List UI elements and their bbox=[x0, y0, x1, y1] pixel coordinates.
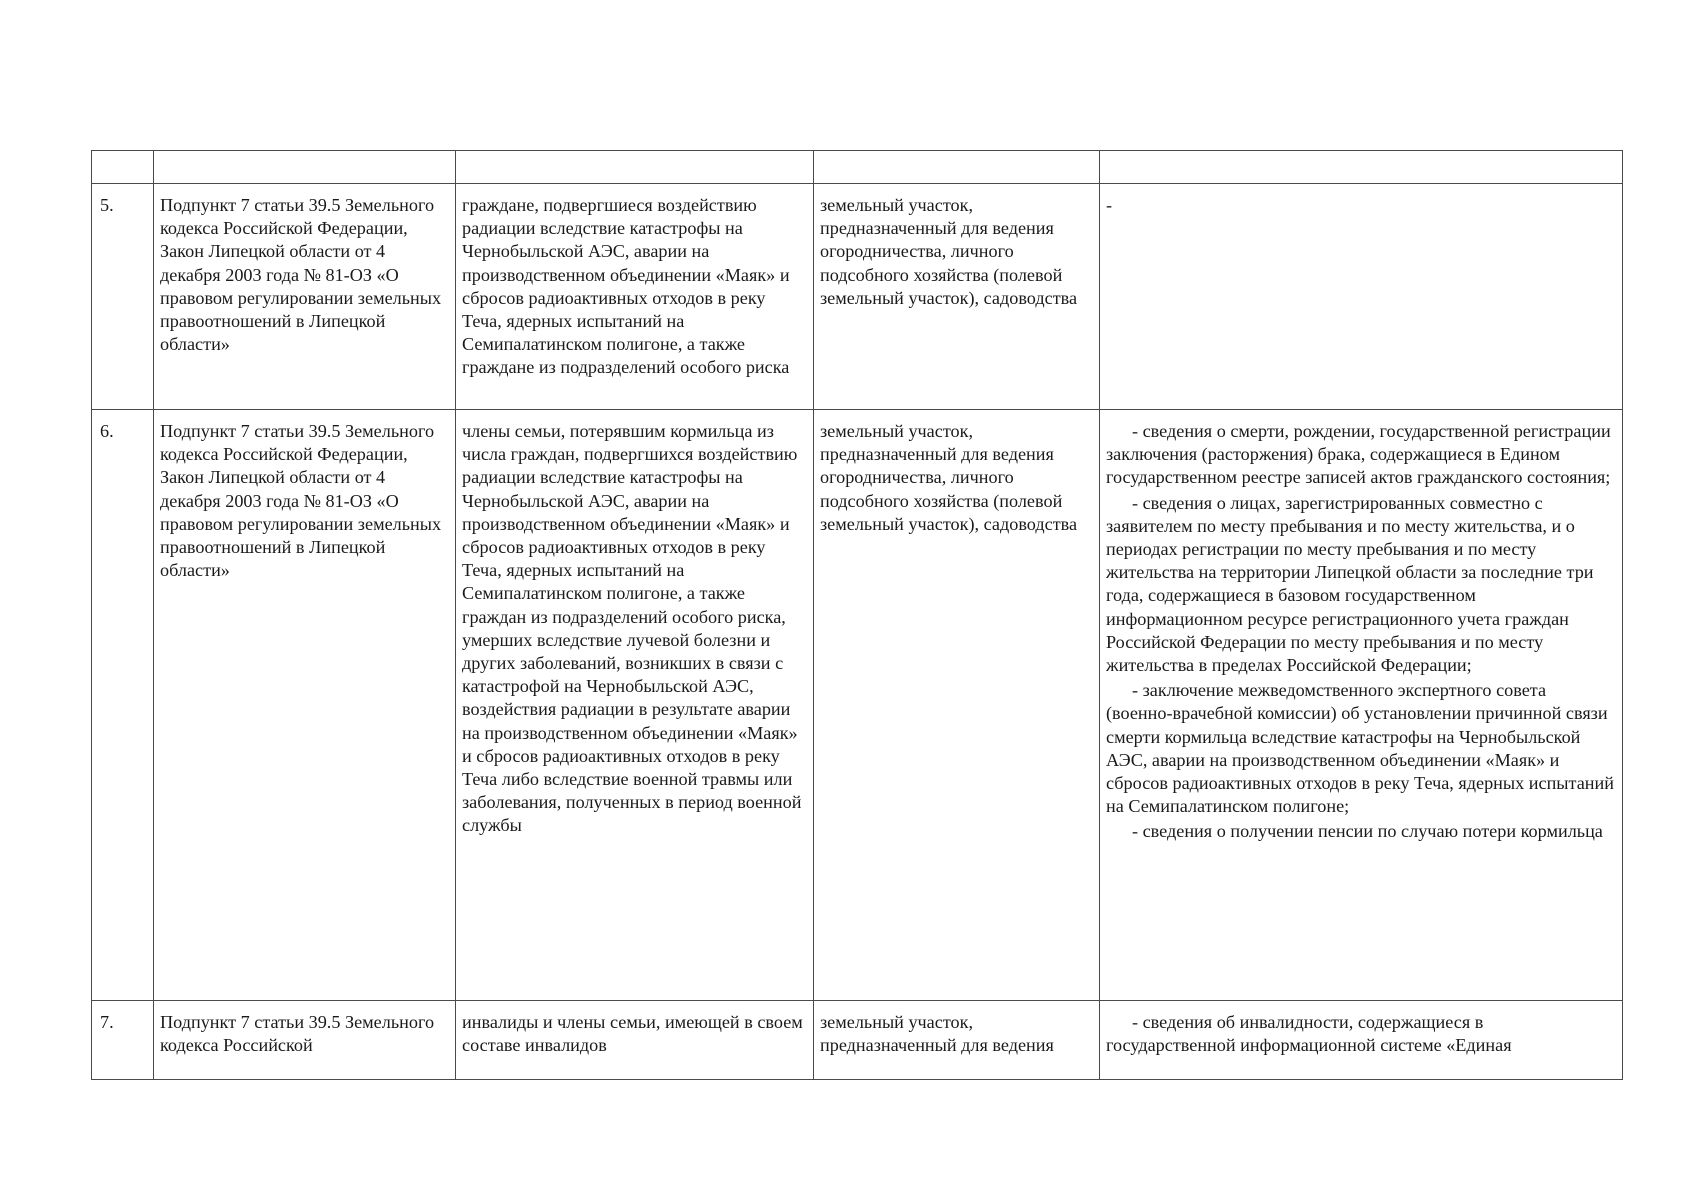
table-row bbox=[92, 184, 1623, 410]
document-item: - сведения о лицах, зарегистрированных совместно с заявителем по месту пребывания и по месту жительства, и о периодах регистрации по месту пребывания и по месту жительства на территории Липецкой области за последние три года, содержащиеся в базовом государственном информационном ресурсе регистрационного учета граждан Российской Федерации по месту пребывания и по месту жительства в пределах Российской Федерации; bbox=[1106, 492, 1594, 676]
citizen-category-cell: члены семьи, потерявшим кормильца из числа граждан, подвергшихся воздействию радиации вследствие катастрофы на Чернобыльской АЭС, аварии на производственном объединении «Маяк» и сбросов радиоактивных отходов в реку Теча, ядерных испытаний на Семипалатинском полигоне, а также граждан из подразделений особого риска, умерших вследствие лучевой болезни и других заболеваний, возникших в связи с катастрофой на Чернобыльской АЭС, воздействия радиации в результате аварии на производственном объединении «Маяк» и сбросов радиоактивных отходов в реку Теча либо вследствие военной травмы или заболевания, полученных в период военной службы bbox=[456, 410, 814, 1001]
legal-basis-cell: Подпункт 7 статьи 39.5 Земельного кодекса Российской bbox=[154, 1001, 456, 1080]
land-purpose-cell: земельный участок, предназначенный для ведения bbox=[814, 1001, 1100, 1080]
header-cell-basis bbox=[154, 151, 456, 184]
table-row bbox=[92, 1001, 1623, 1080]
row-number: 7. bbox=[92, 1001, 154, 1080]
land-purpose-cell: земельный участок, предназначенный для ведения огородничества, личного подсобного хозяйства (полевой земельный участок), садоводства bbox=[814, 184, 1100, 410]
header-cell-purpose bbox=[814, 151, 1100, 184]
required-documents-cell: - bbox=[1100, 184, 1623, 410]
header-cell-number bbox=[92, 151, 154, 184]
row-number: 6. bbox=[92, 410, 154, 1001]
table-row bbox=[92, 410, 1623, 1001]
legal-basis-cell: Подпункт 7 статьи 39.5 Земельного кодекса Российской Федерации, Закон Липецкой области от 4 декабря 2003 года № 81-ОЗ «О правовом регулировании земельных правоотношений в Липецкой области» bbox=[154, 410, 456, 1001]
header-cell-category bbox=[456, 151, 814, 184]
table-header-row bbox=[92, 151, 1623, 184]
citizen-category-cell: инвалиды и члены семьи, имеющей в своем составе инвалидов bbox=[456, 1001, 814, 1080]
document-table bbox=[91, 150, 1623, 1080]
row-number: 5. bbox=[92, 184, 154, 410]
citizen-category-cell: граждане, подвергшиеся воздействию радиации вследствие катастрофы на Чернобыльской АЭС, аварии на производственном объединении «Маяк» и сбросов радиоактивных отходов в реку Теча, ядерных испытаний на Семипалатинском полигоне, а также граждане из подразделений особого риска bbox=[456, 184, 814, 410]
document-item: - заключение межведомственного экспертного совета (военно-врачебной комиссии) об установлении причинной связи смерти кормильца вследствие катастрофы на Чернобыльской АЭС, аварии на производственном объединении «Маяк» и сбросов радиоактивных отходов в реку Теча, ядерных испытаний на Семипалатинском полигоне; bbox=[1106, 680, 1614, 817]
document-item: - сведения об инвалидности, содержащиеся в государственной информационной системе «Единая bbox=[1106, 1012, 1512, 1056]
document-item: - сведения о получении пенсии по случаю потери кормильца bbox=[1132, 821, 1603, 842]
header-cell-documents bbox=[1100, 151, 1623, 184]
land-purpose-cell: земельный участок, предназначенный для ведения огородничества, личного подсобного хозяйства (полевой земельный участок), садоводства bbox=[814, 410, 1100, 1001]
required-documents-cell bbox=[1100, 410, 1623, 1001]
document-item: - сведения о смерти, рождении, государственной регистрации заключения (расторжения) брака, содержащиеся в Едином государственном реестре записей актов гражданского состояния; bbox=[1106, 421, 1611, 488]
legal-basis-cell: Подпункт 7 статьи 39.5 Земельного кодекса Российской Федерации, Закон Липецкой области от 4 декабря 2003 года № 81-ОЗ «О правовом регулировании земельных правоотношений в Липецкой области» bbox=[154, 184, 456, 410]
required-documents-cell bbox=[1100, 1001, 1623, 1080]
